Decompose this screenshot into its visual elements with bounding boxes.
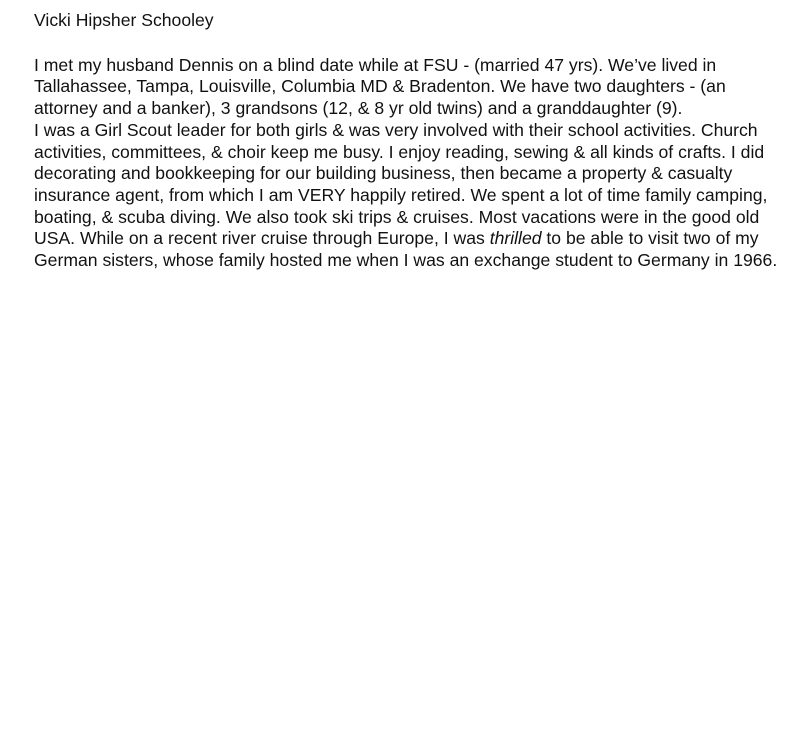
bio-text-before-emphasis: I was a Girl Scout leader for both girls & was very involved with their school activities. Church activities, committees, & choir keep me busy. I enjoy reading, sewing & all kinds of crafts. I did decorating and bookkeeping for our building business, then became a property & casualty insurance agent, from which I am VERY happily retired. We spent a lot of time family camping, boating, & scuba diving. We also took ski trips & cruises. Most vacations were in the good old USA. While on a recent river cruise through Europe, I was [34, 119, 768, 249]
bio-paragraph-activities [34, 120, 779, 272]
emphasized-word: thrilled [489, 228, 542, 249]
bio-text-after-emphasis: to be able to visit two of my German sisters, whose family hosted me when I was an exchange student to Germany in 1966. [34, 228, 778, 271]
document-page [34, 10, 779, 272]
author-name: Vicki Hipsher Schooley [34, 10, 214, 30]
bio-paragraph-family: I met my husband Dennis on a blind date while at FSU - (married 47 yrs). We’ve lived in Tallahassee, Tampa, Louisville, Columbia MD & Bradenton. We have two daughters - (an attorney and a banker), 3 grandsons (12, & 8 yr old twins) and a granddaughter (9). [34, 54, 726, 119]
